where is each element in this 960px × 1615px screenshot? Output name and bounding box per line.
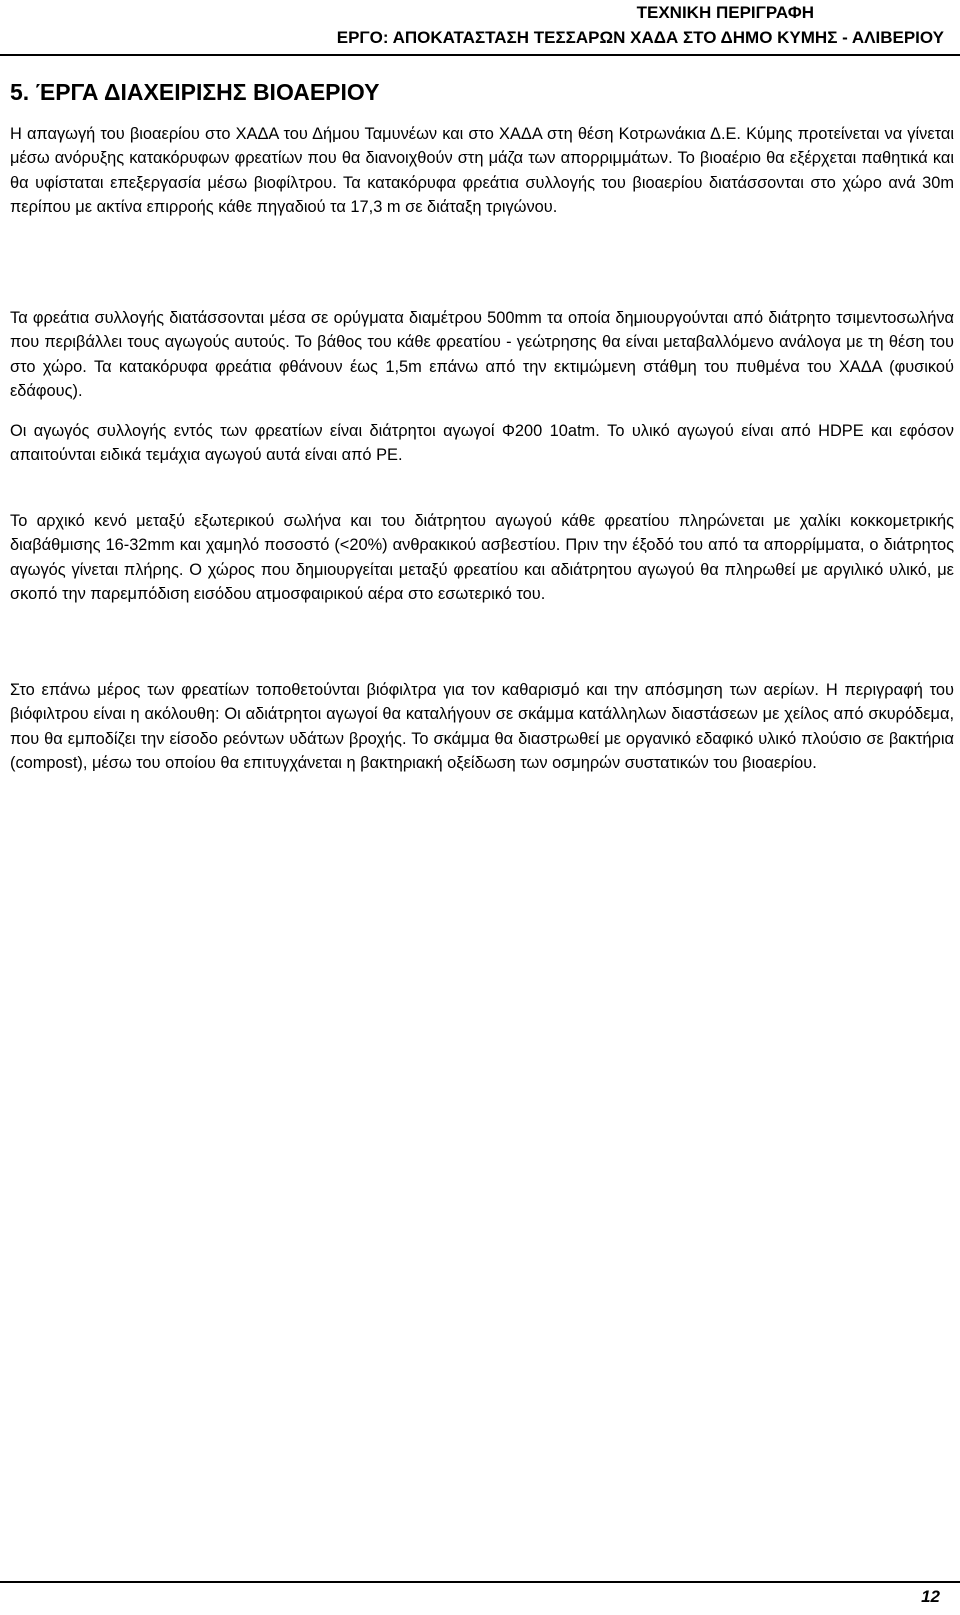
page-header [0, 0, 946, 50]
paragraph-gravel-fill: Το αρχικό κενό μεταξύ εξωτερικού σωλήνα και του διάτρητου αγωγού κάθε φρεατίου πληρώνεται με χαλίκι κοκκομετρικής διαβάθμισης 16-32mm και χαμηλό ποσοστό (<20%) ανθρακικού ασβεστίου. Πριν την έξοδό του από τα απορρίμματα, ο διάτρητος αγωγός γίνεται πλήρης. Ο χώρος που δημιουργείται μεταξύ φρεατίου και αδιάτρητου αγωγού θα πληρωθεί με αργιλικό υλικό, με σκοπό την παρεμπόδιση εισόδου ατμοσφαιρικού αέρα στο εσωτερικό του. [10, 512, 954, 604]
paragraph-collection-pipes: Οι αγωγός συλλογής εντός των φρεατίων είναι διάτρητοι αγωγοί Φ200 10atm. Το υλικό αγωγού είναι από HDPE και εφόσον απαιτούνται ειδικά τεμάχια αγωγού αυτά είναι από PE. [10, 422, 954, 465]
header-divider [0, 54, 960, 56]
paragraph-biogas-extraction: Η απαγωγή του βιοαερίου στο ΧΑΔΑ του Δήμου Ταμυνέων και στο ΧΑΔΑ στη θέση Κοτρωνάκια Δ.Ε. Κύμης προτείνεται να γίνεται μέσω ανόρυξης κατακόρυφων φρεατίων που θα διανοιχθούν στη μάζα των απορριμμάτων. Το βιοαέριο θα εξέρχεται παθητικά και θα υφίσταται επεξεργασία μέσω βιοφίλτρου. Τα κατακόρυφα φρεάτια συλλογής του βιοαερίου διατάσσονται στο χώρο ανά 30m περίπου με ακτίνα επιρροής κάθε πηγαδιού τα 17,3 m σε διάταξη τριγώνου. [10, 125, 954, 217]
page-number: 12 [921, 1587, 940, 1606]
paragraph-biofilters: Στο επάνω μέρος των φρεατίων τοποθετούνται βιόφιλτρα για τον καθαρισμό και την απόσμηση των αερίων. Η περιγραφή του βιόφιλτρου είναι η ακόλουθη: Οι αδιάτρητοι αγωγοί θα καταλήγουν σε σκάμμα κατάλληλων διαστάσεων με χείλος από σκυρόδεμα, που θα εμποδίζει την είσοδο ρεόντων υδάτων βροχής. Το σκάμμα θα διαστρωθεί με οργανικό εδαφικό υλικό πλούσιο σε βακτήρια (compost), μέσω του οποίου θα επιτυγχάνεται η βακτηριακή οξείδωση των οσμηρών συστατικών του βιοαερίου. [10, 681, 954, 773]
project-title: ΕΡΓΟ: ΑΠΟΚΑΤΑΣΤΑΣΗ ΤΕΣΣΑΡΩΝ ΧΑΔΑ ΣΤΟ ΔΗΜΟ ΚΥΜΗΣ - ΑΛΙΒΕΡΙΟΥ [336, 28, 944, 47]
section-heading: 5. ΈΡΓΑ ΔΙΑΧΕΙΡΙΣΗΣ ΒΙΟΑΕΡΙΟΥ [10, 79, 380, 105]
footer-divider [0, 1581, 960, 1583]
document-type-title: ΤΕΧΝΙΚΗ ΠΕΡΙΓΡΑΦΗ [636, 3, 814, 22]
paragraph-well-trenches: Τα φρεάτια συλλογής διατάσσονται μέσα σε ορύγματα διαμέτρου 500mm τα οποία δημιουργούνται από διάτρητο τσιμεντοσωλήνα που περιβάλλει τους αγωγούς αυτούς. Το βάθος του κάθε φρεατίου - γεώτρησης θα είναι μεταβαλλόμενο ανάλογα με τη θέση του στο χώρο. Τα κατακόρυφα φρεάτια φθάνουν έως 1,5m επάνω από την εκτιμώμενη στάθμη του πυθμένα του ΧΑΔΑ (φυσικού εδάφους). [10, 309, 954, 401]
